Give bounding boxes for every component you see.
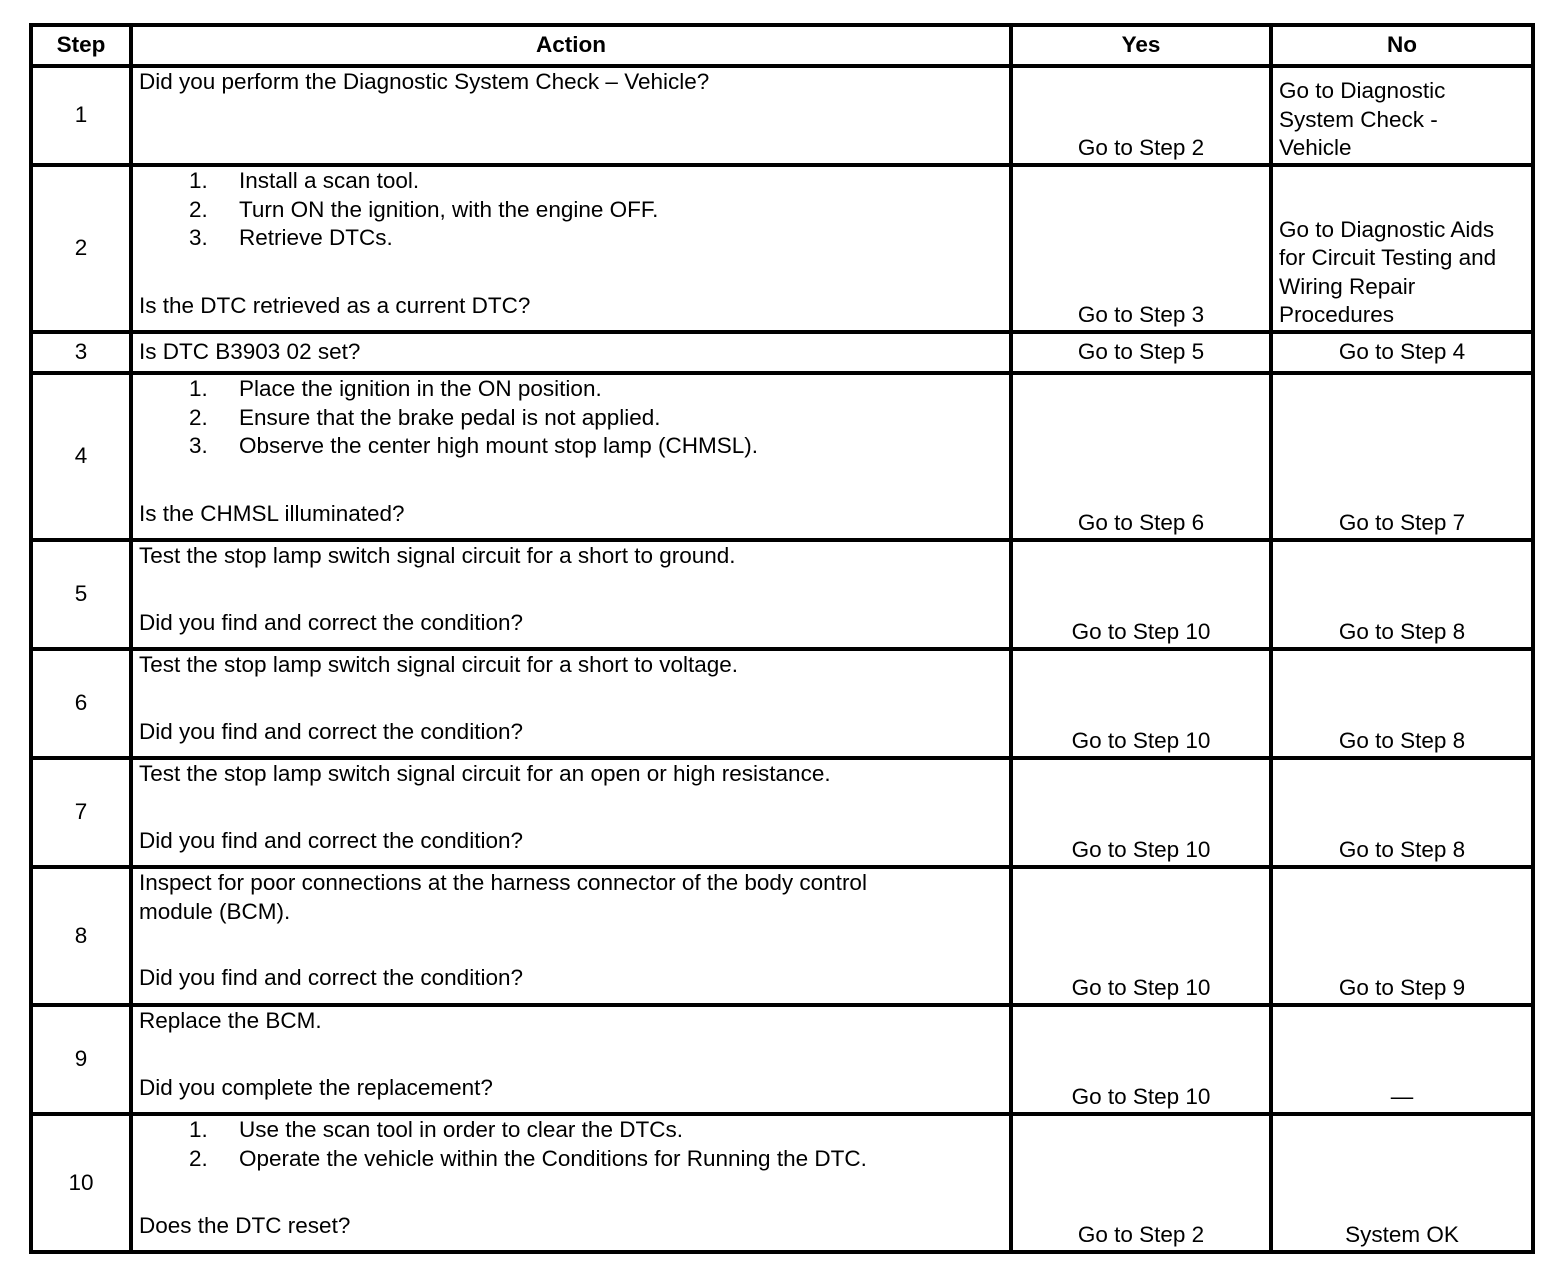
table-row: [31, 332, 1533, 373]
action-cell: [131, 332, 1011, 373]
yes-cell: Go to Step 3: [1011, 165, 1271, 332]
table-row: [31, 1005, 1533, 1114]
list-item: 3. Retrieve DTCs.: [189, 225, 393, 251]
no-cell: [1271, 66, 1533, 165]
no-cell: —: [1271, 1005, 1533, 1114]
action-text: module (BCM).: [139, 898, 291, 924]
table-row: [31, 373, 1533, 540]
table-row: [31, 66, 1533, 165]
question-text: Did you find and correct the condition?: [139, 827, 523, 853]
no-text: Wiring Repair: [1279, 273, 1416, 299]
no-text: Go to Diagnostic Aids: [1279, 216, 1495, 242]
list-item: 2. Ensure that the brake pedal is not applied.: [189, 404, 661, 430]
question-text: Does the DTC reset?: [139, 1213, 351, 1239]
step-number: 1: [31, 66, 131, 165]
action-cell: [131, 373, 1011, 540]
diagnostic-table: [29, 23, 1535, 1254]
action-text: Replace the BCM.: [139, 1008, 322, 1033]
action-cell: [131, 758, 1011, 867]
table-row: [31, 649, 1533, 758]
step-number: 7: [31, 758, 131, 867]
action-list: [139, 375, 1003, 461]
action-text: Is DTC B3903 02 set?: [139, 339, 361, 365]
no-text: Vehicle: [1279, 135, 1352, 161]
no-cell: Go to Step 8: [1271, 649, 1533, 758]
no-cell: Go to Step 8: [1271, 540, 1533, 649]
step-number: 10: [31, 1114, 131, 1252]
no-text: Procedures: [1279, 302, 1395, 328]
no-cell: Go to Step 7: [1271, 373, 1533, 540]
no-text: for Circuit Testing and: [1279, 245, 1497, 271]
no-cell: System OK: [1271, 1114, 1533, 1252]
table-row: [31, 540, 1533, 649]
no-text: Go to Diagnostic: [1279, 78, 1446, 104]
action-cell: [131, 1114, 1011, 1252]
step-number: 5: [31, 540, 131, 649]
list-item: 2. Turn ON the ignition, with the engine OFF.: [189, 196, 659, 222]
action-cell: [131, 867, 1011, 1005]
action-cell: [131, 540, 1011, 649]
header-no: No: [1271, 25, 1533, 66]
action-text: Test the stop lamp switch signal circuit for an open or high resistance.: [139, 761, 831, 786]
list-item: 3. Observe the center high mount stop lamp (CHMSL).: [189, 433, 758, 459]
table-row: [31, 758, 1533, 867]
action-text: Test the stop lamp switch signal circuit for a short to ground.: [139, 543, 736, 568]
header-action: Action: [131, 25, 1011, 66]
action-text: Inspect for poor connections at the harness connector of the body control: [139, 870, 867, 895]
question-text: Is the CHMSL illuminated?: [139, 500, 405, 526]
step-number: 8: [31, 867, 131, 1005]
no-text: System Check -: [1279, 106, 1438, 132]
no-cell: Go to Step 8: [1271, 758, 1533, 867]
header-row: [31, 25, 1533, 66]
yes-cell: Go to Step 2: [1011, 66, 1271, 165]
step-number: 4: [31, 373, 131, 540]
action-cell: [131, 1005, 1011, 1114]
action-text: Did you perform the Diagnostic System Check – Vehicle?: [139, 69, 710, 94]
no-cell: Go to Step 9: [1271, 867, 1533, 1005]
list-item: 1. Place the ignition in the ON position.: [189, 376, 602, 401]
yes-cell: Go to Step 10: [1011, 758, 1271, 867]
step-number: 9: [31, 1005, 131, 1114]
step-number: 6: [31, 649, 131, 758]
list-item: 1. Install a scan tool.: [189, 168, 420, 193]
yes-cell: Go to Step 5: [1011, 332, 1271, 373]
yes-cell: Go to Step 10: [1011, 540, 1271, 649]
question-text: Did you find and correct the condition?: [139, 965, 523, 991]
step-number: 2: [31, 165, 131, 332]
list-item: 1. Use the scan tool in order to clear the DTCs.: [189, 1117, 683, 1142]
question-text: Did you find and correct the condition?: [139, 609, 523, 635]
table-row: [31, 867, 1533, 1005]
table-row: [31, 1114, 1533, 1252]
action-list: [139, 1116, 1003, 1173]
yes-cell: Go to Step 10: [1011, 867, 1271, 1005]
action-list: [139, 167, 1003, 253]
question-text: Is the DTC retrieved as a current DTC?: [139, 292, 531, 318]
action-cell: [131, 649, 1011, 758]
list-item: 2. Operate the vehicle within the Conditions for Running the DTC.: [189, 1145, 867, 1171]
yes-cell: Go to Step 10: [1011, 649, 1271, 758]
action-text: Test the stop lamp switch signal circuit for a short to voltage.: [139, 652, 739, 677]
yes-cell: Go to Step 10: [1011, 1005, 1271, 1114]
header-step: Step: [31, 25, 131, 66]
header-yes: Yes: [1011, 25, 1271, 66]
table-row: [31, 165, 1533, 332]
yes-cell: Go to Step 6: [1011, 373, 1271, 540]
yes-cell: Go to Step 2: [1011, 1114, 1271, 1252]
no-cell: [1271, 165, 1533, 332]
no-cell: Go to Step 4: [1271, 332, 1533, 373]
action-cell: [131, 165, 1011, 332]
action-cell: [131, 66, 1011, 165]
step-number: 3: [31, 332, 131, 373]
question-text: Did you complete the replacement?: [139, 1074, 493, 1100]
question-text: Did you find and correct the condition?: [139, 718, 523, 744]
